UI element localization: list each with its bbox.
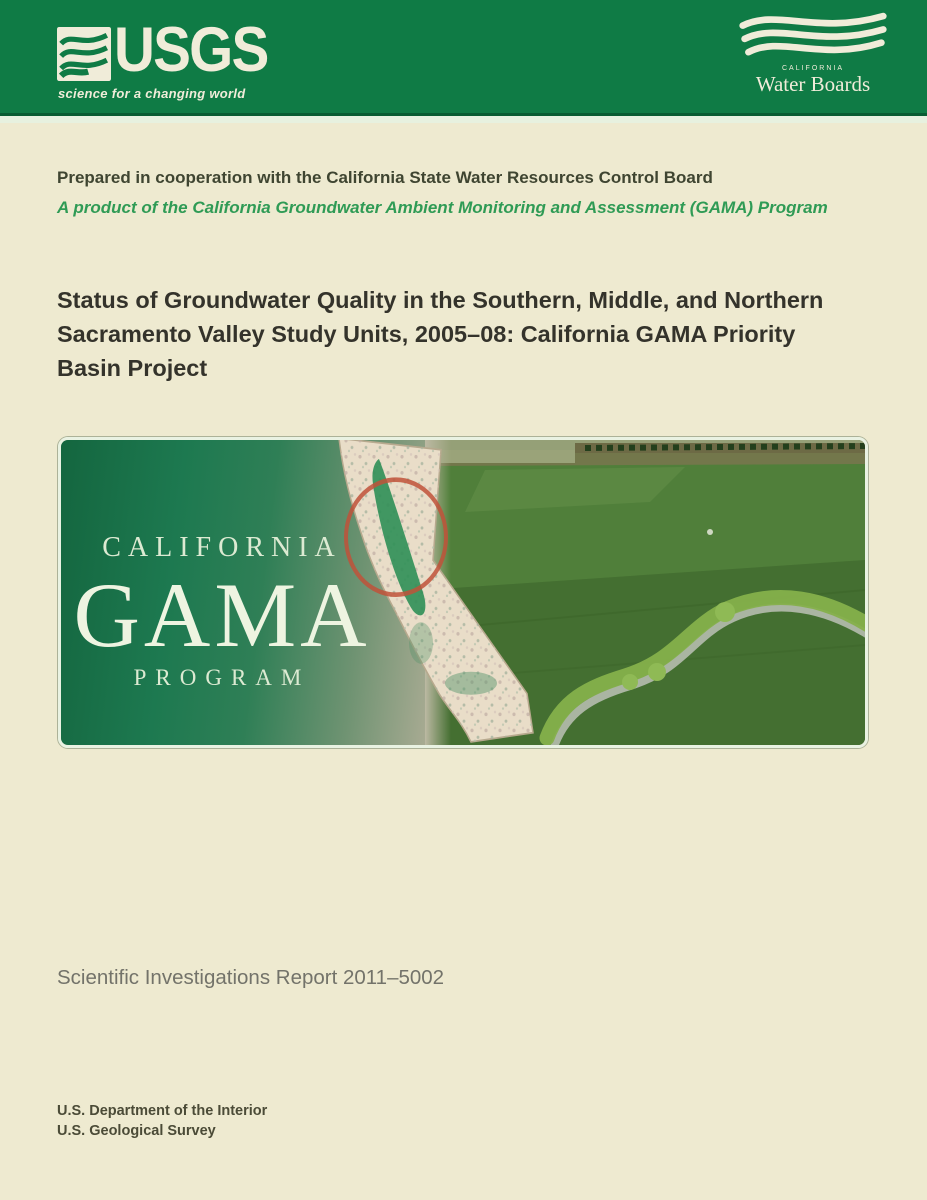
report-title-line: Basin Project [57,355,208,381]
footer-agency-block [57,1101,267,1141]
water-boards-waves-icon [737,10,889,64]
report-title [57,283,877,385]
usgs-logo [57,15,277,104]
report-series: Scientific Investigations Report 2011–5002 [57,966,445,989]
water-boards-name: Water Boards [755,72,871,96]
header-bar [0,0,927,116]
banner-program-name: GAMA [73,564,371,666]
california-map [301,437,621,748]
header-divider [0,116,927,123]
water-boards-logo [725,10,901,97]
usgs-wordmark: USGS [114,15,268,85]
cooperation-line: Prepared in cooperation with the California State Water Resources Control Board [57,168,713,187]
cooperation-block [57,168,877,218]
gama-program-line: A product of the California Groundwater Ambient Monitoring and Assessment (GAMA) Program [57,198,828,217]
report-title-line: Status of Groundwater Quality in the Southern, Middle, and Northern [57,287,824,313]
report-title-line: Sacramento Valley Study Units, 2005–08: California GAMA Priority [57,321,796,347]
banner-state-label: CALIFORNIA [102,532,342,563]
footer-survey-line: U.S. Geological Survey [57,1123,216,1139]
cover-banner [58,437,868,748]
water-boards-state-label: CALIFORNIA [781,65,844,72]
usgs-wave-icon [57,27,111,81]
banner-program-word: PROGRAM [133,664,311,690]
footer-department-line: U.S. Department of the Interior [57,1103,268,1119]
usgs-tagline: science for a changing world [58,86,246,101]
